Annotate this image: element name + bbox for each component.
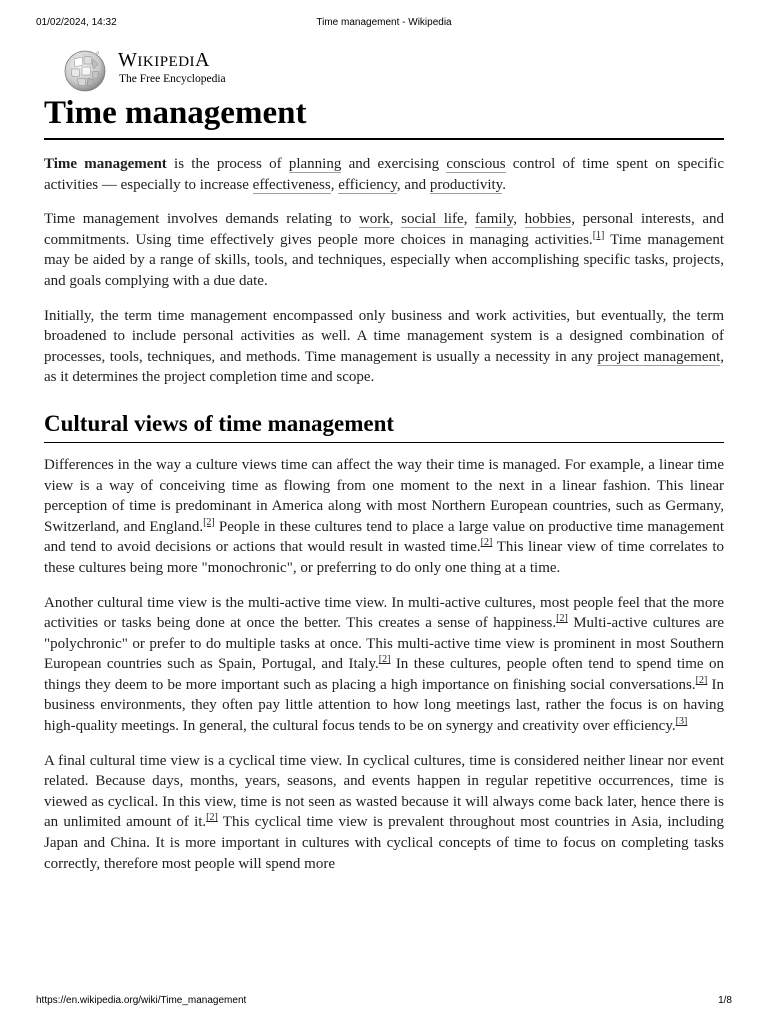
- link-effectiveness[interactable]: effectiveness: [252, 176, 331, 193]
- cultural-paragraph-1: Differences in the way a culture views time can affect the way their time is managed. For example, a linear time view is a way of conceiving time as flowing from one moment to the next in a linear fashion. This linear perception of time is predominant in America along with most Northern European countries, such as Germany, Switzerland, and England.[2] People in these cultures tend to place a large value on productive time management and tend to avoid decisions or actions that would result in wasted time.[2] This linear view of time correlates to these cultures being more "monochronic", or preferring to do only one thing at a time.: [44, 456, 725, 576]
- print-datetime: 01/02/2024, 14:32: [36, 17, 117, 28]
- print-page-number: 1/8: [718, 995, 732, 1006]
- citation-link[interactable]: [2]: [695, 674, 708, 686]
- link-family[interactable]: family: [475, 211, 514, 228]
- section-heading-cultural-views: Cultural views of time management: [44, 410, 724, 443]
- cultural-paragraph-2: Another cultural time view is the multi-active time view. In multi-active cultures, most people feel that the more activities or tasks being done at once the better. This creates a sense of happiness.[2] Multi-active cultures are "polychronic" or prefer to do multiple tasks at once. This multi-active time view is prominent in most Southern European countries such as Spain, Portugal, and Italy.[2] In these cultures, people often tend to spend time on things they deem to be more important such as placing a high importance on finishing social conversations.[2] In business environments, they often pay little attention to how long meetings last, rather the focus is on having high-quality meetings. In general, the cultural focus tends to be on synergy and creativity over efficiency.[3]: [44, 594, 725, 735]
- link-planning[interactable]: planning: [288, 156, 342, 172]
- link-conscious[interactable]: conscious: [446, 156, 506, 172]
- citation-link[interactable]: [1]: [592, 229, 605, 241]
- page-title: Time management: [44, 94, 724, 140]
- link-social-life[interactable]: social life: [401, 211, 464, 228]
- citation-link[interactable]: [2]: [203, 516, 215, 528]
- link-productivity[interactable]: productivity: [429, 176, 503, 193]
- print-page-title: Time management - Wikipedia: [316, 17, 452, 28]
- print-footer: [36, 995, 732, 1009]
- wikipedia-wordmark: WIKIPEDIA: [118, 49, 210, 71]
- link-work[interactable]: work: [358, 211, 390, 228]
- citation-link[interactable]: [2]: [556, 613, 568, 625]
- print-header: [36, 17, 732, 31]
- citation-link[interactable]: [2]: [480, 537, 493, 549]
- wikipedia-globe-icon: [60, 45, 110, 95]
- cultural-paragraph-3: A final cultural time view is a cyclical time view. In cyclical cultures, time is considered neither linear nor event related. Because days, months, years, seasons, and events happen in regular repetitive occurrences, time is viewed as cyclical. In this view, time is not seen as wasted because it will always come back later, hence there is an unlimited amount of it.[2] This cyclical time view is prevalent throughout most countries in Asia, including Japan and China. It is more important in cultures with cyclical concepts of time to focus on completing tasks correctly, therefore most people will spend more: [44, 752, 724, 872]
- citation-link[interactable]: [3]: [675, 716, 688, 728]
- link-efficiency[interactable]: efficiency: [338, 176, 397, 193]
- intro-paragraph-2: Time management involves demands relating to work, social life, family, hobbies, personal interests, and commitments. Using time effectively gives people more choices in managing activities.[1] Time management may be aided by a range of skills, tools, and techniques, especially when accomplishing specific tasks, projects, and goals complying with a due date.: [44, 211, 725, 289]
- article-content: [44, 94, 724, 874]
- citation-link[interactable]: [2]: [206, 812, 218, 824]
- intro-paragraph-3: Initially, the term time management encompassed only business and work activities, but eventually, the term broadened to include personal activities as well. A time management system is a designed combination of processes, tools, techniques, and methods. Time management is usually a necessity in any project management, as it determines the project completion time and scope.: [44, 307, 724, 386]
- bold-term: Time management: [44, 156, 167, 172]
- link-project-management[interactable]: project management: [597, 348, 721, 365]
- wikipedia-tagline: The Free Encyclopedia: [119, 73, 226, 85]
- intro-paragraph-1: Time management is the process of planning and exercising conscious control of time spent on specific activities — especially to increase effectiveness, efficiency, and productivity.: [44, 156, 724, 193]
- citation-link[interactable]: [2]: [378, 654, 391, 666]
- print-url: https://en.wikipedia.org/wiki/Time_management: [36, 995, 247, 1006]
- link-hobbies[interactable]: hobbies: [524, 211, 572, 228]
